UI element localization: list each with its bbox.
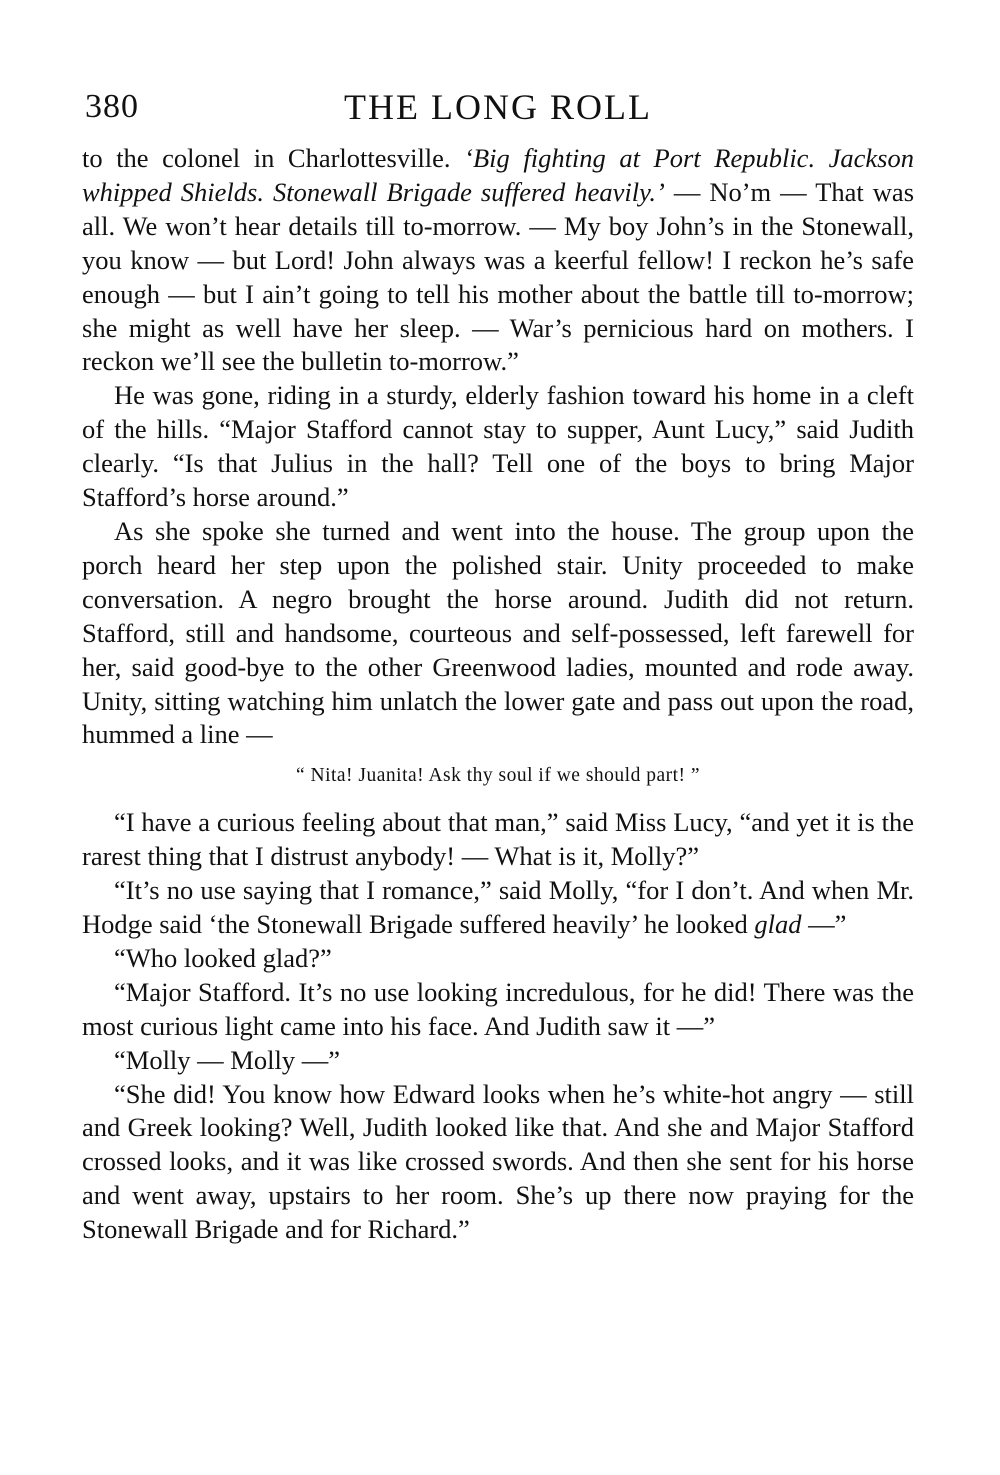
- paragraph: “She did! You know how Edward looks when he’s white-hot angry — still and Greek looking? Well, Judith looked like that. And she and Major Stafford crossed looks, and it was like crossed swords. And then she sent for his horse and went away, upstairs to her room. She’s up there now praying for the Stonewall Brigade and for Richard.”: [82, 1078, 914, 1245]
- paragraph-text: to the colonel in Charlottesville.: [82, 143, 465, 173]
- italic-word: glad: [754, 909, 802, 940]
- paragraph-text: “It’s no use saying that I romance,” said Molly, “for I don’t. And when Mr. Hodge said ‘the Stonewall Brigade suffered heavily’ he looked: [82, 875, 914, 940]
- paragraph-text: — No’m — That was all. We won’t hear details till to-morrow. — My boy John’s in the Stonewall, you know — but Lord! John always was a keerful fellow! I reckon he’s safe enough — but I ain’t going to tell his mother about the battle till to-morrow; she might as well have her sleep. — War’s pernicious hard on mothers. I reckon we’ll see the bulletin to-morrow.”: [82, 176, 915, 377]
- paragraph: As she spoke she turned and went into the house. The group upon the porch heard her step upon the polished stair. Unity proceeded to make conversation. A negro brought the horse around. Judith did not return. Stafford, still and handsome, courteous and self-possessed, left farewell for her, said good-bye to the other Greenwood ladies, mounted and rode away. Unity, sitting watching him unlatch the lower gate and pass out upon the road, hummed a line —: [82, 515, 914, 750]
- page-number: 380: [85, 88, 139, 125]
- paragraph: “Molly — Molly —”: [114, 1044, 340, 1075]
- page-header: [82, 82, 914, 142]
- book-page: [82, 82, 914, 1247]
- paragraph: “I have a curious feeling about that man,” said Miss Lucy, “and yet it is the rarest thing that I distrust anybody! — What is it, Molly?”: [82, 807, 914, 872]
- verse-quote: “ Nita! Juanita! Ask thy soul if we should part! ”: [295, 765, 701, 787]
- running-title: THE LONG ROLL: [344, 87, 652, 127]
- paragraph: “Major Stafford. It’s no use looking incredulous, for he did! There was the most curious light came into his face. And Judith saw it —”: [82, 976, 914, 1041]
- paragraph-text: —”: [801, 909, 847, 940]
- italic-quote: ‘Big fighting at Port Republic. Jackson whipped Shields. Stonewall Brigade suffered heavily.’: [82, 143, 914, 207]
- paragraph: [82, 874, 914, 942]
- paragraph-continuation: [82, 142, 914, 379]
- paragraph: “Who looked glad?”: [114, 942, 332, 973]
- body-text: [82, 142, 914, 1247]
- paragraph: He was gone, riding in a sturdy, elderly fashion toward his home in a cleft of the hills. “Major Stafford cannot stay to supper, Aunt Lucy,” said Judith clearly. “Is that Julius in the hall? Tell one of the boys to bring Major Stafford’s horse around.”: [82, 380, 914, 513]
